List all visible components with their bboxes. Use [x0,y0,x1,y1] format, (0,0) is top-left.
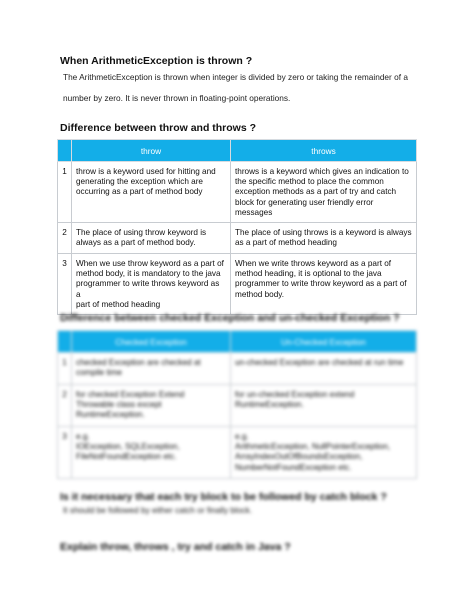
cell-line: for un-checked Exception extend RuntimeException. [235,390,355,410]
throws-cell [231,223,417,254]
cell-line: The place of using throws is a keyword is always [235,228,412,238]
cell-line: e.g. [235,432,249,441]
cell-line: compile time [76,368,122,378]
paragraph-line: number by zero. It is never thrown in floating-point operations. [63,93,291,103]
cell-line: ArrayIndexOutOfBoundsException, [235,452,363,462]
table-throw-vs-throws [57,139,417,315]
table-header-row [58,140,417,162]
row-number: 3 [58,427,72,479]
cell-line: throw is a keyword used for hitting and [76,167,216,176]
header-cell-unchecked: Un-Checked Exception [231,331,417,353]
cell-line: FileNotFoundException etc. [76,452,177,462]
unchecked-cell [231,385,417,427]
table-row [58,254,417,315]
row-number: 1 [58,162,72,223]
throws-cell [231,162,417,223]
cell-line: always as a part of method body. [76,238,196,248]
cell-line: RuntimeException. [76,410,145,420]
header-cell-throw: throw [72,140,231,162]
unchecked-cell [231,353,417,385]
cell-line: checked Exception are checked at [76,358,201,367]
table-row [58,162,417,223]
table-checked-vs-unchecked [57,330,417,479]
throw-cell [72,254,231,315]
cell-line: programmer to write throw keyword as a part of [235,279,407,289]
cell-line: for checked Exception Extend [76,390,185,399]
header-cell-number [58,331,72,353]
cell-line: When we write throws keyword as a part of [235,259,392,269]
paragraph-arithmetic-exception [63,67,415,109]
cell-line: occurring as a part of method body [76,187,203,197]
cell-line: as a part of method heading [235,238,337,248]
paragraph-line: The ArithmeticException is thrown when integer is divided by zero or taking the remainder of a [63,72,408,82]
header-cell-checked: Checked Exception [72,331,231,353]
table-row [58,223,417,254]
heading-checked-vs-unchecked: Difference between checked Exception and un-checked Exception ? [60,312,400,324]
cell-line: When we use throw keyword as a part of [76,259,224,269]
cell-line: the specific method to place the common [235,177,384,187]
cell-line: NumberNotFoundException etc. [235,462,352,472]
cell-line: method heading, it is optional to the java [235,269,382,279]
heading-try-catch-necessity: Is it necessary that each try block to be followed by catch block ? [60,491,387,503]
header-cell-number [58,140,72,162]
checked-cell [72,385,231,427]
row-number: 1 [58,353,72,385]
row-number: 3 [58,254,72,315]
cell-line: method body, it is mandatory to the java [76,269,221,279]
cell-line: generating the exception which are [76,177,203,187]
cell-line: ArithmeticException, NullPointerException, [235,442,391,452]
checked-cell [72,427,231,479]
heading-explain-keywords: Explain throw, throws , try and catch in Java ? [60,541,291,553]
cell-line: method body. [235,289,285,299]
header-cell-throws: throws [231,140,417,162]
cell-line: The place of using throw keyword is [76,228,207,238]
cell-line: part of method heading [76,299,161,309]
table-row [58,353,417,385]
heading-throw-vs-throws: Difference between throw and throws ? [60,122,257,134]
table-row [58,385,417,427]
unchecked-cell [231,427,417,479]
cell-line: programmer to write throws keyword as a [76,279,220,299]
table-header-row [58,331,417,353]
cell-line: block for generating user friendly error messages [235,197,374,217]
heading-arithmetic-exception: When ArithmeticException is thrown ? [60,55,253,67]
cell-line: Throwable class except [76,400,162,410]
table-row [58,427,417,479]
cell-line: exception methods as a part of try and catch [235,187,397,197]
cell-line: throws is a keyword which gives an indication to [235,167,409,176]
paragraph-try-catch: It should be followed by either catch or finally block. [63,505,253,515]
cell-line: un-checked Exception are checked at run time [235,358,404,367]
cell-line: IOException, SQLException, [76,442,180,452]
row-number: 2 [58,385,72,427]
checked-cell [72,353,231,385]
throw-cell [72,223,231,254]
cell-line: e.g. [76,432,90,441]
row-number: 2 [58,223,72,254]
throws-cell [231,254,417,315]
throw-cell [72,162,231,223]
